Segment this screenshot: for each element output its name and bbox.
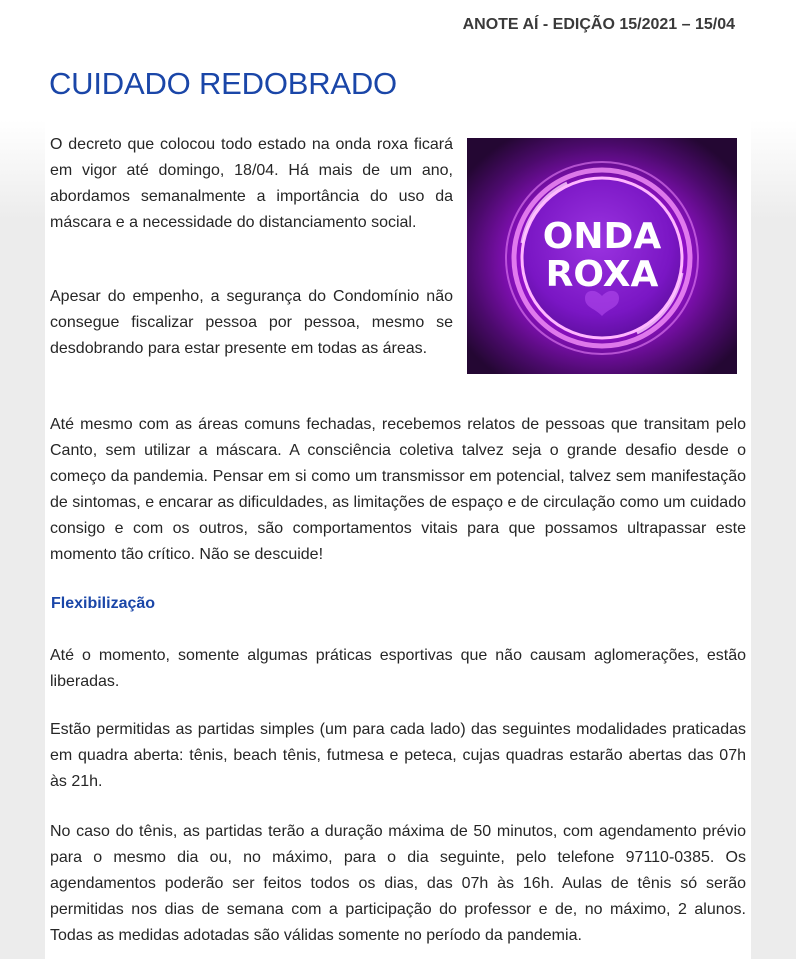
banner-line-1: ONDA — [542, 216, 662, 257]
onda-roxa-icon — [467, 138, 737, 374]
edition-label: ANOTE AÍ - EDIÇÃO 15/2021 – 15/04 — [462, 16, 735, 33]
article-paragraph: No caso do tênis, as partidas terão a duração máxima de 50 minutos, com agendamento prévio para o mesmo dia ou, no máximo, para o dia seguinte, pelo telefone 97110-0385. Os agendamentos poderão ser feitos todos os dias, das 07h às 16h. Aulas de tênis só serão permitidas nos dias de semana com a participação do professor e de, no máximo, 2 alunos. Todas as medidas adotadas são válidas somente no período da pandemia. — [50, 823, 746, 944]
article-paragraph: O decreto que colocou todo estado na onda roxa ficará em vigor até domingo, 18/04. Há mais de um ano, abordamos semanalmente a importância do uso da máscara e a necessidade do distanciamento social. — [50, 136, 453, 231]
article-title: CUIDADO REDOBRADO — [49, 66, 397, 101]
newsletter-page — [45, 0, 751, 959]
onda-roxa-banner-image — [467, 138, 737, 374]
article-paragraph: Estão permitidas as partidas simples (um para cada lado) das seguintes modalidades praticadas em quadra aberta: tênis, beach tênis, futmesa e peteca, cujas quadras estarão abertas das 07h às 21h. — [50, 721, 746, 790]
article-paragraph: Apesar do empenho, a segurança do Condomínio não consegue fiscalizar pessoa por pessoa, mesmo se desdobrando para estar presente em todas as áreas. — [50, 288, 453, 357]
article-paragraph: Até o momento, somente algumas práticas esportivas que não causam aglomerações, estão liberadas. — [50, 647, 746, 690]
banner-line-2: ROXA — [545, 254, 659, 295]
section-subheading: Flexibilização — [51, 595, 156, 612]
article-paragraph: Até mesmo com as áreas comuns fechadas, recebemos relatos de pessoas que transitam pelo Canto, sem utilizar a máscara. A consciência coletiva talvez seja o grande desafio desde o começo da pandemia. Pensar em si como um transmissor em potencial, talvez sem manifestação de sintomas, e encarar as dificuldades, as limitações de espaço e de circulação como um cuidado consigo e com os outros, são comportamentos vitais para que possamos ultrapassar este momento tão crítico. Não se descuide! — [50, 416, 746, 563]
